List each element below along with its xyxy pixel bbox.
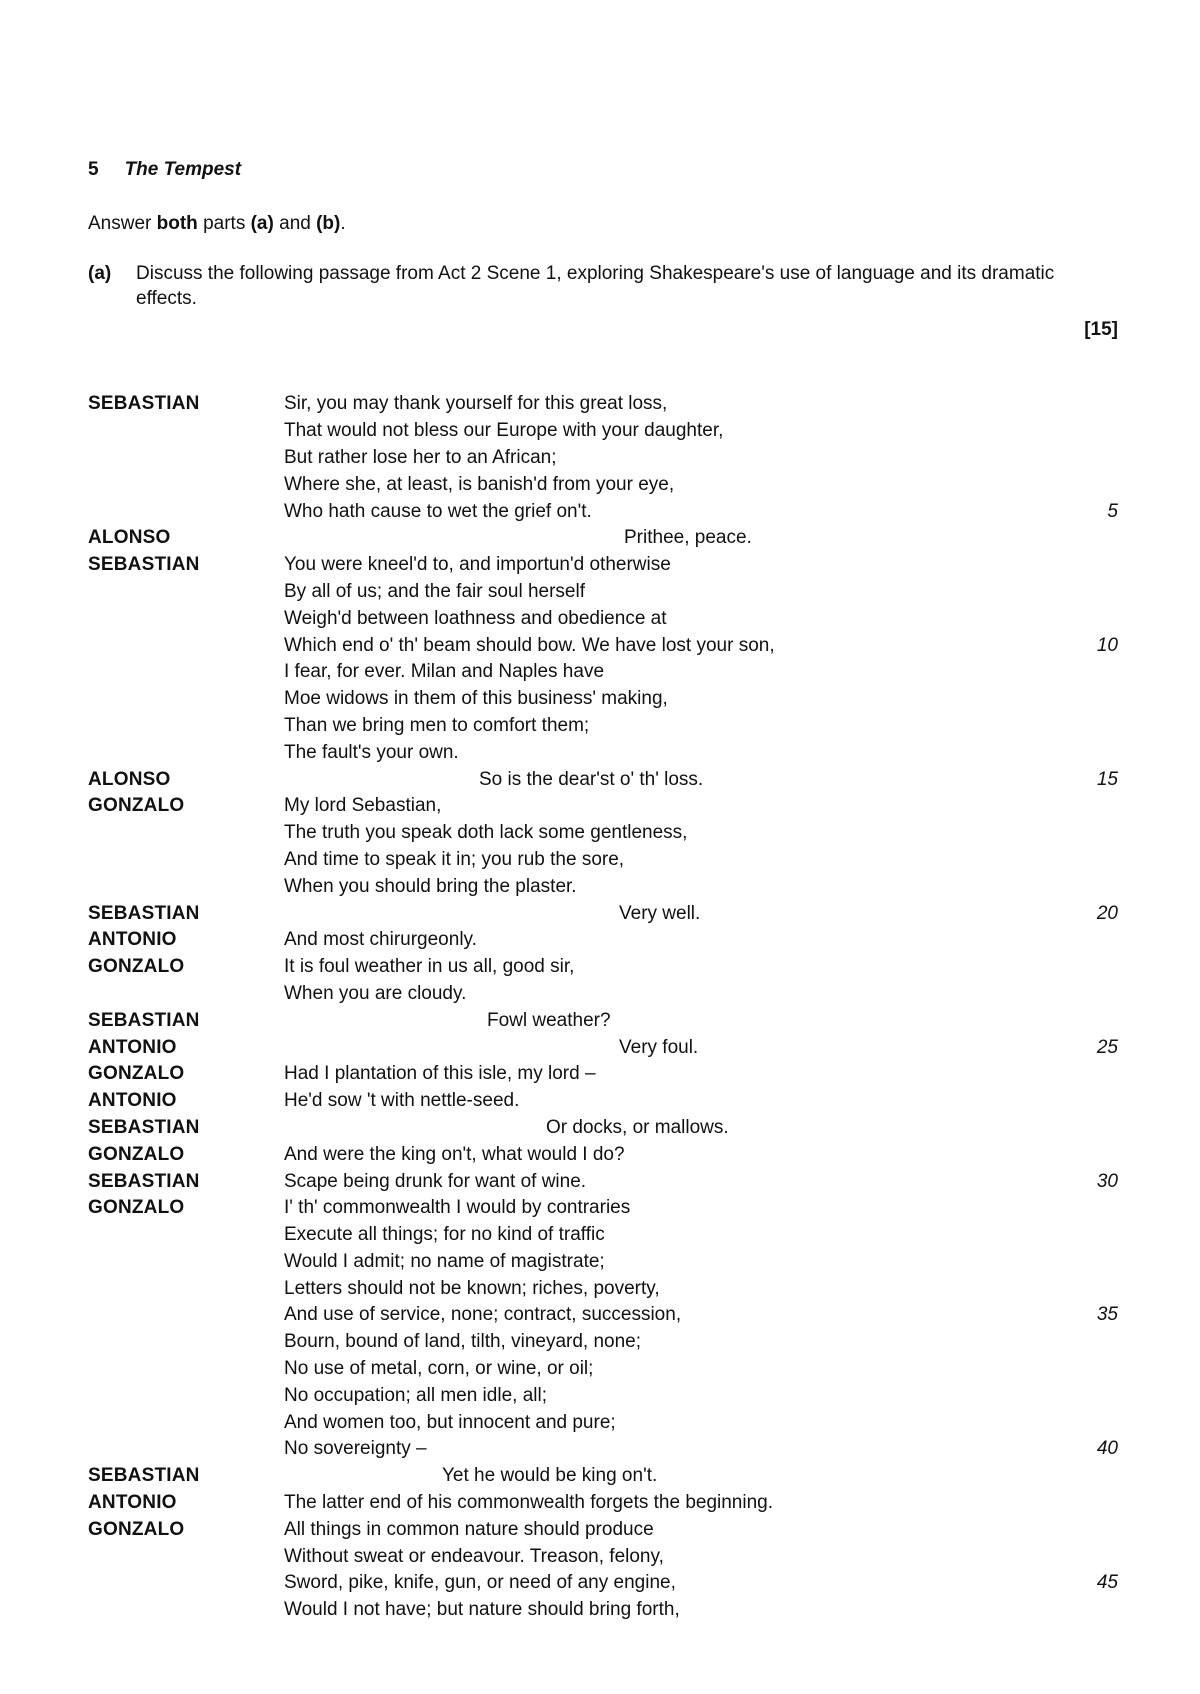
speaker-name: GONZALO: [88, 1143, 185, 1165]
verse-text: Letters should not be known; riches, poverty,: [284, 1277, 660, 1299]
line-number: 35: [1096, 1304, 1118, 1326]
line-number: 5: [1107, 500, 1118, 522]
line-number: 30: [1096, 1170, 1118, 1192]
passage-line: [88, 552, 1118, 579]
passage-line: [88, 579, 1118, 606]
verse-text: It is foul weather in us all, good sir,: [284, 956, 575, 978]
passage-line: [88, 605, 1118, 632]
verse-text: Sword, pike, knife, gun, or need of any engine,: [284, 1572, 676, 1594]
verse-text: Or docks, or mallows.: [546, 1116, 729, 1138]
verse-text: Sir, you may thank yourself for this great loss,: [284, 393, 668, 415]
verse-text: Would I not have; but nature should bring forth,: [284, 1599, 680, 1621]
speaker-name: SEBASTIAN: [88, 902, 200, 924]
speaker-name: SEBASTIAN: [88, 1116, 200, 1138]
instruction-text: and: [273, 213, 317, 234]
passage-line: [88, 1141, 1118, 1168]
passage-line: [88, 1302, 1118, 1329]
passage-line: [88, 820, 1118, 847]
speaker-name: GONZALO: [88, 795, 185, 817]
instruction-text: Answer: [88, 213, 157, 234]
instruction: [88, 213, 1118, 241]
speaker-name: ALONSO: [88, 768, 171, 790]
passage-line: [88, 1034, 1118, 1061]
speaker-name: ANTONIO: [88, 929, 177, 951]
verse-text: You were kneel'd to, and importun'd otherwise: [284, 554, 671, 576]
speaker-name: GONZALO: [88, 1518, 185, 1540]
speaker-name: SEBASTIAN: [88, 393, 200, 415]
passage-line: [88, 900, 1118, 927]
line-number: 40: [1096, 1438, 1118, 1460]
passage-line: [88, 793, 1118, 820]
passage-line: [88, 1275, 1118, 1302]
verse-text: When you should bring the plaster.: [284, 875, 577, 897]
passage-line: [88, 471, 1118, 498]
verse-text: Prithee, peace.: [624, 527, 752, 549]
passage-line: [88, 525, 1118, 552]
speaker-name: ANTONIO: [88, 1036, 177, 1058]
verse-text: Than we bring men to comfort them;: [284, 714, 590, 736]
marks: [15]: [1084, 319, 1118, 340]
passage-line: [88, 927, 1118, 954]
verse-text: The fault's your own.: [284, 741, 459, 763]
verse-text: I' th' commonwealth I would by contraries: [284, 1197, 631, 1219]
speaker-name: SEBASTIAN: [88, 1009, 200, 1031]
passage-line: [88, 739, 1118, 766]
exam-page: [88, 155, 1118, 1624]
part-a-label: (a): [88, 263, 112, 284]
passage-line: [88, 1249, 1118, 1276]
speaker-name: GONZALO: [88, 1063, 185, 1085]
verse-text: But rather lose her to an African;: [284, 446, 557, 468]
passage-line: [88, 1356, 1118, 1383]
passage-line: [88, 1195, 1118, 1222]
passage-line: [88, 1088, 1118, 1115]
instruction-part-b: (b): [316, 213, 341, 234]
passage-line: [88, 1222, 1118, 1249]
passage-line: [88, 498, 1118, 525]
passage-line: [88, 1168, 1118, 1195]
passage-line: [88, 847, 1118, 874]
verse-text: Who hath cause to wet the grief on't.: [284, 500, 592, 522]
verse-text: Yet he would be king on't.: [442, 1465, 658, 1487]
verse-text: Scape being drunk for want of wine.: [284, 1170, 587, 1192]
question-heading: [88, 155, 1118, 185]
verse-text: So is the dear'st o' th' loss.: [479, 768, 704, 790]
verse-text: That would not bless our Europe with your daughter,: [284, 420, 724, 442]
passage-line: [88, 1329, 1118, 1356]
speaker-name: ANTONIO: [88, 1492, 177, 1514]
verse-text: Execute all things; for no kind of traffic: [284, 1224, 605, 1246]
verse-text: Fowl weather?: [487, 1009, 611, 1031]
verse-text: No use of metal, corn, or wine, or oil;: [284, 1358, 594, 1380]
verse-text: No occupation; all men idle, all;: [284, 1384, 547, 1406]
verse-text: Moe widows in them of this business' making,: [284, 688, 668, 710]
passage-line: [88, 1007, 1118, 1034]
speaker-name: SEBASTIAN: [88, 1465, 200, 1487]
verse-text: Which end o' th' beam should bow. We have lost your son,: [284, 634, 775, 656]
verse-text: I fear, for ever. Milan and Naples have: [284, 661, 605, 683]
speaker-name: ANTONIO: [88, 1090, 177, 1112]
verse-text: And women too, but innocent and pure;: [284, 1411, 616, 1433]
verse-text: And use of service, none; contract, succession,: [284, 1304, 682, 1326]
part-a-text: Discuss the following passage from Act 2 Scene 1, exploring Shakespeare's use of language and its dramatic effects.: [136, 263, 1055, 309]
passage-line: [88, 766, 1118, 793]
verse-text: No sovereignty –: [284, 1438, 427, 1460]
verse-text: Weigh'd between loathness and obedience at: [284, 607, 667, 629]
passage-line: [88, 445, 1118, 472]
speaker-name: SEBASTIAN: [88, 1170, 200, 1192]
verse-text: And most chirurgeonly.: [284, 929, 477, 951]
instruction-text: parts: [197, 213, 251, 234]
verse-text: He'd sow 't with nettle-seed.: [284, 1090, 520, 1112]
verse-text: Very foul.: [619, 1036, 699, 1058]
passage-line: [88, 632, 1118, 659]
verse-text: And were the king on't, what would I do?: [284, 1143, 625, 1165]
passage-line: [88, 981, 1118, 1008]
passage-line: [88, 954, 1118, 981]
instruction-text: .: [340, 213, 346, 234]
passage-line: [88, 1490, 1118, 1517]
passage-line: [88, 1463, 1118, 1490]
passage-line: [88, 1543, 1118, 1570]
verse-text: The latter end of his commonwealth forgets the beginning.: [284, 1492, 774, 1514]
passage-line: [88, 391, 1118, 418]
verse-text: Without sweat or endeavour. Treason, felony,: [284, 1545, 664, 1567]
passage-line: [88, 1597, 1118, 1624]
passage-line: [88, 1409, 1118, 1436]
verse-text: By all of us; and the fair soul herself: [284, 580, 585, 602]
speaker-name: GONZALO: [88, 1197, 185, 1219]
line-number: 20: [1096, 902, 1118, 924]
instruction-both: both: [156, 213, 198, 234]
line-number: 10: [1096, 634, 1118, 656]
verse-text: Would I admit; no name of magistrate;: [284, 1250, 605, 1272]
line-number: 45: [1096, 1572, 1118, 1594]
speaker-name: ALONSO: [88, 527, 171, 549]
instruction-part-a: (a): [250, 213, 274, 234]
line-number: 25: [1096, 1036, 1118, 1058]
passage-line: [88, 659, 1118, 686]
passage-line: [88, 1115, 1118, 1142]
verse-text: And time to speak it in; you rub the sore,: [284, 848, 625, 870]
question-number: 5: [88, 159, 99, 180]
speaker-name: GONZALO: [88, 956, 185, 978]
passage-line: [88, 873, 1118, 900]
passage-line: [88, 1570, 1118, 1597]
verse-text: Bourn, bound of land, tilth, vineyard, none;: [284, 1331, 642, 1353]
passage: [88, 391, 1118, 1624]
passage-line: [88, 1516, 1118, 1543]
passage-line: [88, 418, 1118, 445]
verse-text: The truth you speak doth lack some gentleness,: [284, 822, 688, 844]
passage-line: [88, 686, 1118, 713]
verse-text: Had I plantation of this isle, my lord –: [284, 1063, 596, 1085]
speaker-name: SEBASTIAN: [88, 554, 200, 576]
verse-text: All things in common nature should produce: [284, 1518, 654, 1540]
question-title: The Tempest: [124, 159, 242, 180]
verse-text: Where she, at least, is banish'd from your eye,: [284, 473, 675, 495]
line-number: 15: [1096, 768, 1118, 790]
verse-text: When you are cloudy.: [284, 982, 467, 1004]
verse-text: My lord Sebastian,: [284, 795, 442, 817]
passage-line: [88, 1382, 1118, 1409]
passage-line: [88, 1061, 1118, 1088]
passage-line: [88, 1436, 1118, 1463]
passage-line: [88, 713, 1118, 740]
part-a: [88, 261, 1118, 311]
verse-text: Very well.: [619, 902, 701, 924]
